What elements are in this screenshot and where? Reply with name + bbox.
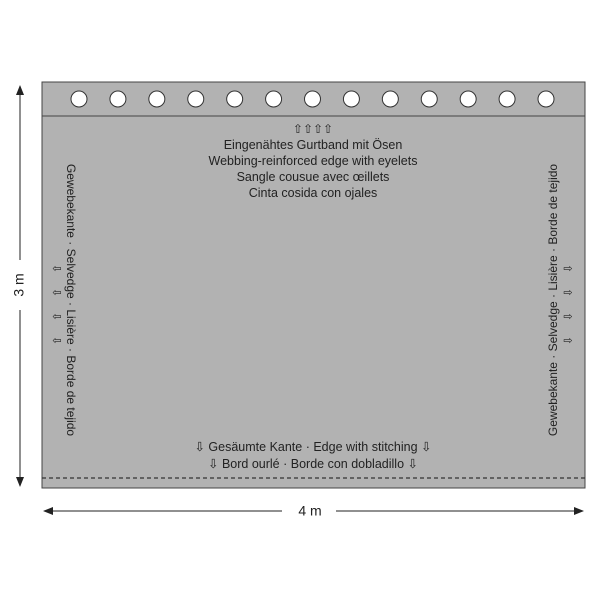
top-edge-line-fr: Sangle cousue avec œillets [236,170,390,184]
eyelet-icon [538,91,554,107]
height-label: 3 m [10,273,27,297]
right-arrow-2: ⇨ [563,287,573,299]
left-arrow-1: ⇦ [52,263,62,275]
left-arrow-3: ⇦ [52,311,62,323]
eyelet-icon [421,91,437,107]
width-label: 4 m [298,502,322,519]
eyelet-icon [266,91,282,107]
eyelet-icon [227,91,243,107]
left-edge-label: Gewebekante · Selvedge · Lisière · Borde de tejido [63,163,78,437]
left-arrow-2: ⇦ [52,287,62,299]
bottom-edge-line-1: ⇩ Gesäumte Kante · Edge with stitching ⇩ [194,440,432,454]
eyelet-icon [382,91,398,107]
top-edge-line-de: Eingenähtes Gurtband mit Ösen [223,138,403,152]
eyelet-icon [188,91,204,107]
right-arrow-1: ⇨ [563,263,573,275]
top-edge-line-en: Webbing-reinforced edge with eyelets [208,154,418,168]
eyelet-icon [305,91,321,107]
eyelet-icon [110,91,126,107]
right-arrow-3: ⇨ [563,311,573,323]
top-edge-arrows: ⇧⇧⇧⇧ [292,122,334,136]
right-arrow-4: ⇨ [563,335,573,347]
eyelet-icon [71,91,87,107]
left-arrow-4: ⇦ [52,335,62,347]
eyelet-icon [343,91,359,107]
top-edge-line-es: Cinta cosida con ojales [248,186,378,200]
eyelet-icon [149,91,165,107]
eyelet-icon [460,91,476,107]
bottom-edge-line-2: ⇩ Bord ourlé · Borde con dobladillo ⇩ [208,457,418,471]
right-edge-label: Gewebekante · Selvedge · Lisière · Borde de tejido [546,163,561,437]
eyelet-icon [499,91,515,107]
